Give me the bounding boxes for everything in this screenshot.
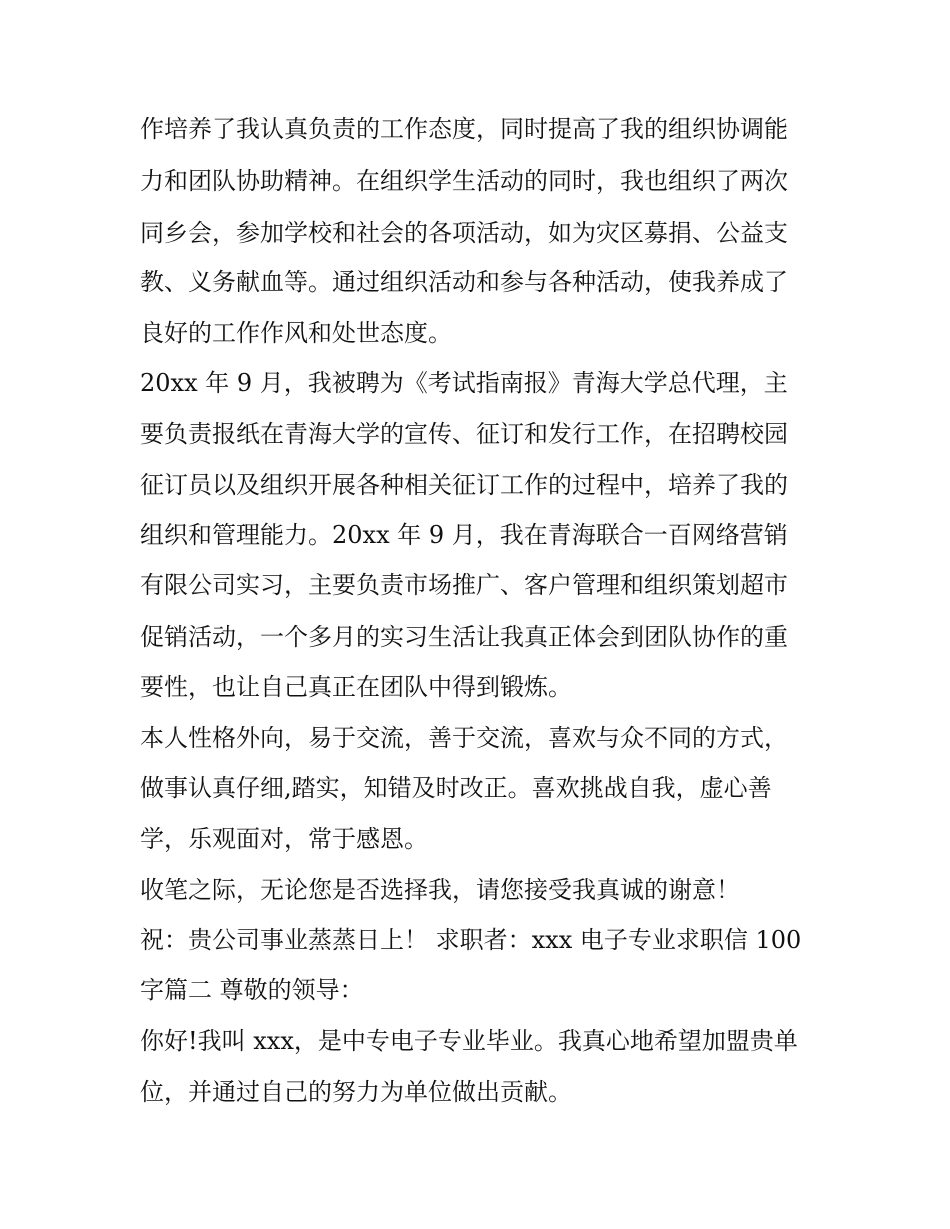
text-line-17: 祝：贵公司事业蒸蒸日上！ 求职者：xxx 电子专业求职信 100 bbox=[140, 926, 802, 954]
text-line-9: 组织和管理能力。20xx 年 9 月，我在青海联合一百网络营销 bbox=[140, 521, 788, 549]
text-line-8: 征订员以及组织开展各种相关征订工作的过程中，培养了我的 bbox=[140, 471, 788, 499]
text-line-12: 要性，也让自己真正在团队中得到锻炼。 bbox=[140, 673, 572, 701]
text-line-11: 促销活动，一个多月的实习生活让我真正体会到团队协作的重 bbox=[140, 623, 788, 651]
text-line-2: 力和团队协助精神。在组织学生活动的同时，我也组织了两次 bbox=[140, 167, 788, 195]
text-line-1: 作培养了我认真负责的工作态度，同时提高了我的组织协调能 bbox=[140, 115, 788, 143]
text-line-4: 教、义务献血等。通过组织活动和参与各种活动，使我养成了 bbox=[140, 268, 788, 296]
text-line-3: 同乡会，参加学校和社会的各项活动，如为灾区募捐、公益支 bbox=[140, 219, 788, 247]
text-line-16: 收笔之际，无论您是否选择我，请您接受我真诚的谢意！ bbox=[140, 876, 740, 904]
text-line-19: 你好!我叫 xxx，是中专电子专业毕业。我真心地希望加盟贵单 bbox=[140, 1027, 798, 1055]
text-line-20: 位，并通过自己的努力为单位做出贡献。 bbox=[140, 1078, 572, 1106]
text-line-6: 20xx 年 9 月，我被聘为《考试指南报》青海大学总代理，主 bbox=[140, 369, 788, 397]
text-line-14: 做事认真仔细,踏实，知错及时改正。喜欢挑战自我，虚心善 bbox=[140, 774, 772, 802]
text-line-10: 有限公司实习，主要负责市场推广、客户管理和组织策划超市 bbox=[140, 571, 788, 599]
text-line-15: 学，乐观面对，常于感恩。 bbox=[140, 825, 428, 853]
text-line-18: 字篇二 尊敬的领导： bbox=[140, 976, 364, 1004]
text-line-13: 本人性格外向，易于交流，善于交流，喜欢与众不同的方式， bbox=[140, 724, 788, 752]
text-line-5: 良好的工作作风和处世态度。 bbox=[140, 319, 452, 347]
text-line-7: 要负责报纸在青海大学的宣传、征订和发行工作，在招聘校园 bbox=[140, 420, 788, 448]
